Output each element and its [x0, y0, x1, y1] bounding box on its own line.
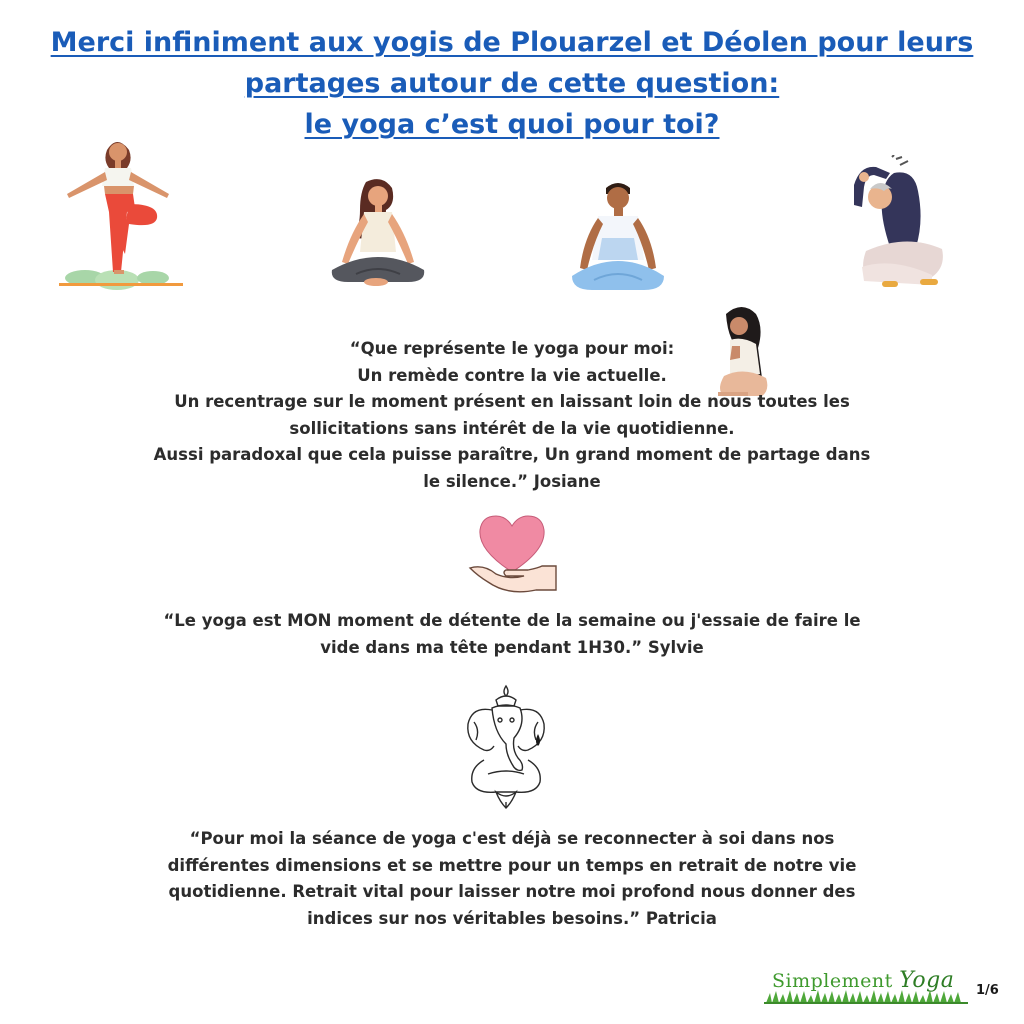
quote-line: différentes dimensions et se mettre pour un temps en retrait de notre vie [167, 855, 857, 875]
quote-patricia [0, 826, 1024, 932]
title-line-3: le yoga c’est quoi pour toi? [304, 109, 720, 140]
stretching-elder-woman-icon [842, 155, 946, 291]
grass-icon [764, 986, 968, 1004]
meditating-man-icon [568, 180, 668, 292]
logo-text-part-1: Simplement [772, 970, 900, 992]
page-number: 1/6 [976, 983, 999, 998]
quote-line: quotidienne. Retrait vital pour laisser notre moi profond nous donner des [168, 882, 856, 901]
title-line-1: Merci infiniment aux yogis de Plouarzel et Déolen pour leurs [50, 27, 974, 58]
quote-line: vide dans ma tête pendant 1H30.” Sylvie [320, 637, 704, 657]
quote-sylvie [0, 608, 1024, 661]
meditating-woman-icon [326, 178, 430, 288]
quote-line: sollicitations sans intérêt de la vie quotidienne. [289, 418, 735, 438]
tree-pose-woman-icon [55, 130, 187, 290]
ganesha-icon [462, 682, 550, 812]
quote-line: Un remède contre la vie actuelle. [357, 365, 667, 385]
quote-line: Un recentrage sur le moment présent en laissant loin de nous toutes les [174, 392, 850, 411]
simplement-yoga-logo [764, 968, 968, 1004]
quote-line: le silence.” Josiane [423, 471, 601, 491]
quote-line: “Que représente le yoga pour moi: [349, 339, 675, 358]
quote-line: Aussi paradoxal que cela puisse paraître, Un grand moment de partage dans [153, 445, 871, 464]
logo-text-part-2: Yoga [899, 968, 955, 993]
page-title [0, 22, 1024, 145]
heart-in-hand-icon [468, 514, 558, 596]
quote-line: “Pour moi la séance de yoga c'est déjà se reconnecter à soi dans nos [189, 829, 835, 848]
quote-line: indices sur nos véritables besoins.” Patricia [307, 908, 717, 928]
quote-josiane [0, 336, 1024, 495]
quote-line: “Le yoga est MON moment de détente de la semaine ou j'essaie de faire le [163, 611, 861, 630]
title-line-2: partages autour de cette question: [244, 68, 780, 99]
